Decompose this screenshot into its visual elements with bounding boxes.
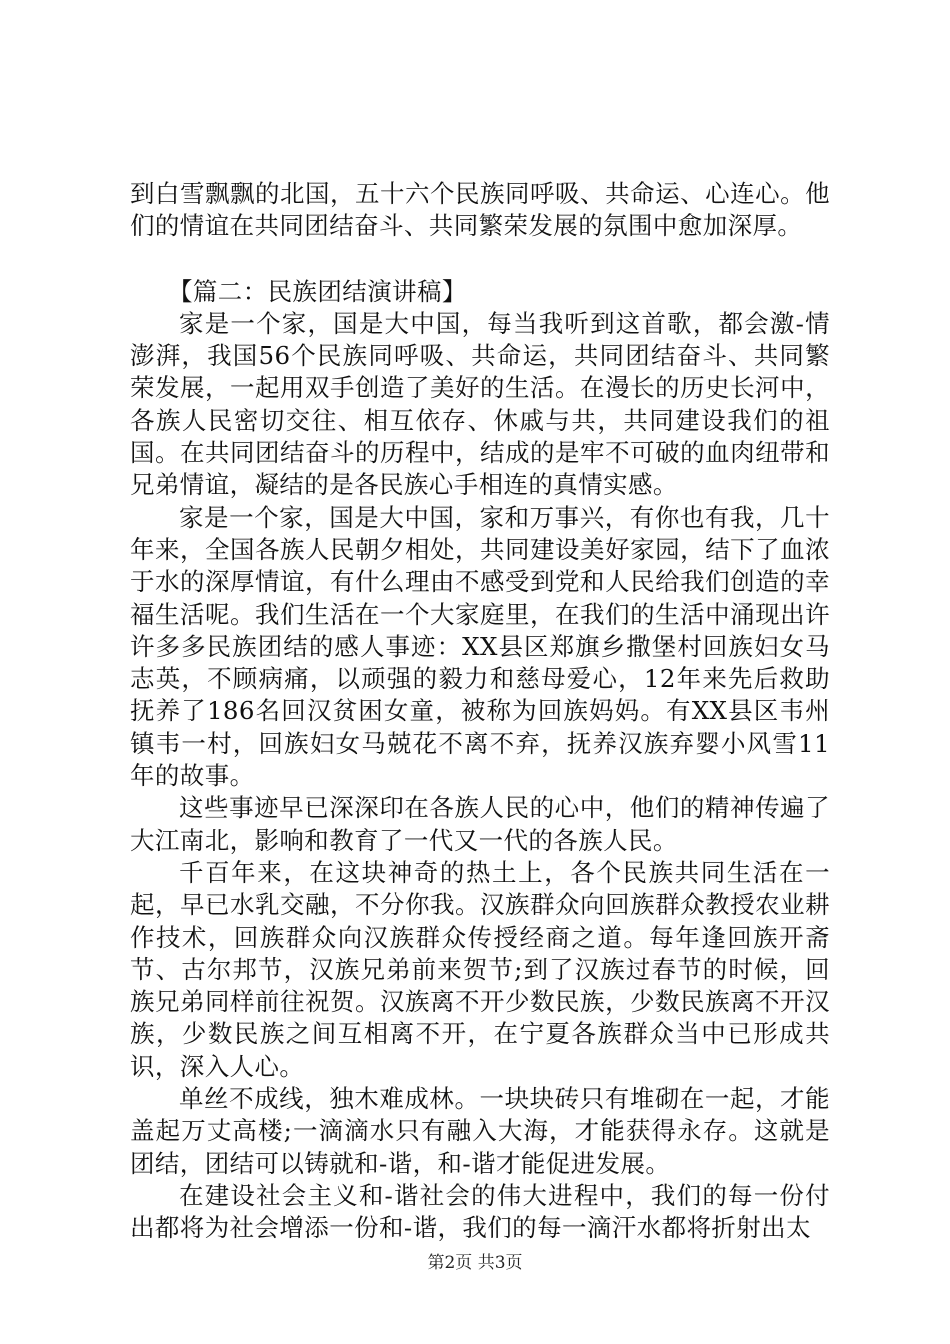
paragraph: 家是一个家，国是大中国，家和万事兴，有你也有我，几十年来，全国各族人民朝夕相处，共同建设美好家园，结下了血浓于水的深厚情谊，有什么理由不感受到党和人民给我们创造的幸福生活呢。我们生活在一个大家庭里，在我们的生活中涌现出许许多多民族团结的感人事迹：XX县区郑旗乡撒堡村回族妇女马志英，不顾病痛，以顽强的毅力和慈母爱心，12年来先后救助抚养了186名回汉贫困女童，被称为回族妈妈。有XX县区韦州镇韦一村，回族妇女马兢花不离不弃，抚养汉族弃婴小风雪11年的故事。 xyxy=(130,502,830,791)
page-number-footer: 第2页 共3页 xyxy=(427,1253,523,1273)
document-body xyxy=(130,178,830,1245)
paragraph: 千百年来，在这块神奇的热土上，各个民族共同生活在一起，早已水乳交融，不分你我。汉族群众向回族群众教授农业耕作技术，回族群众向汉族群众传授经商之道。每年逢回族开斋节、古尔邦节，汉族兄弟前来贺节;到了汉族过春节的时候，回族兄弟同样前往祝贺。汉族离不开少数民族，少数民族离不开汉族，少数民族之间互相离不开，在宁夏各族群众当中已形成共识，深入人心。 xyxy=(130,857,830,1081)
section-heading: 【篇二：民族团结演讲稿】 xyxy=(168,276,467,306)
paragraph: 在建设社会主义和-谐社会的伟大进程中，我们的每一份付出都将为社会增添一份和-谐，我们的每一滴汗水都将折射出太 xyxy=(130,1180,830,1243)
paragraph: 单丝不成线，独木难成林。一块块砖只有堆砌在一起，才能盖起万丈高楼;一滴滴水只有融入大海，才能获得永存。这就是团结，团结可以铸就和-谐，和-谐才能促进发展。 xyxy=(130,1084,830,1178)
paragraph: 这些事迹早已深深印在各族人民的心中，他们的精神传遍了大江南北，影响和教育了一代又一代的各族人民。 xyxy=(130,793,830,855)
paragraph: 家是一个家，国是大中国，每当我听到这首歌，都会激-情澎湃，我国56个民族同呼吸、共命运，共同团结奋斗、共同繁荣发展，一起用双手创造了美好的生活。在漫长的历史长河中，各族人民密切交往、相互依存、休戚与共，共同建设我们的祖国。在共同团结奋斗的历程中，结成的是牢不可破的血肉纽带和兄弟情谊，凝结的是各民族心手相连的真情实感。 xyxy=(130,308,830,500)
paragraph-continuation: 到白雪飘飘的北国，五十六个民族同呼吸、共命运、心连心。他们的情谊在共同团结奋斗、共同繁荣发展的氛围中愈加深厚。 xyxy=(130,179,830,241)
